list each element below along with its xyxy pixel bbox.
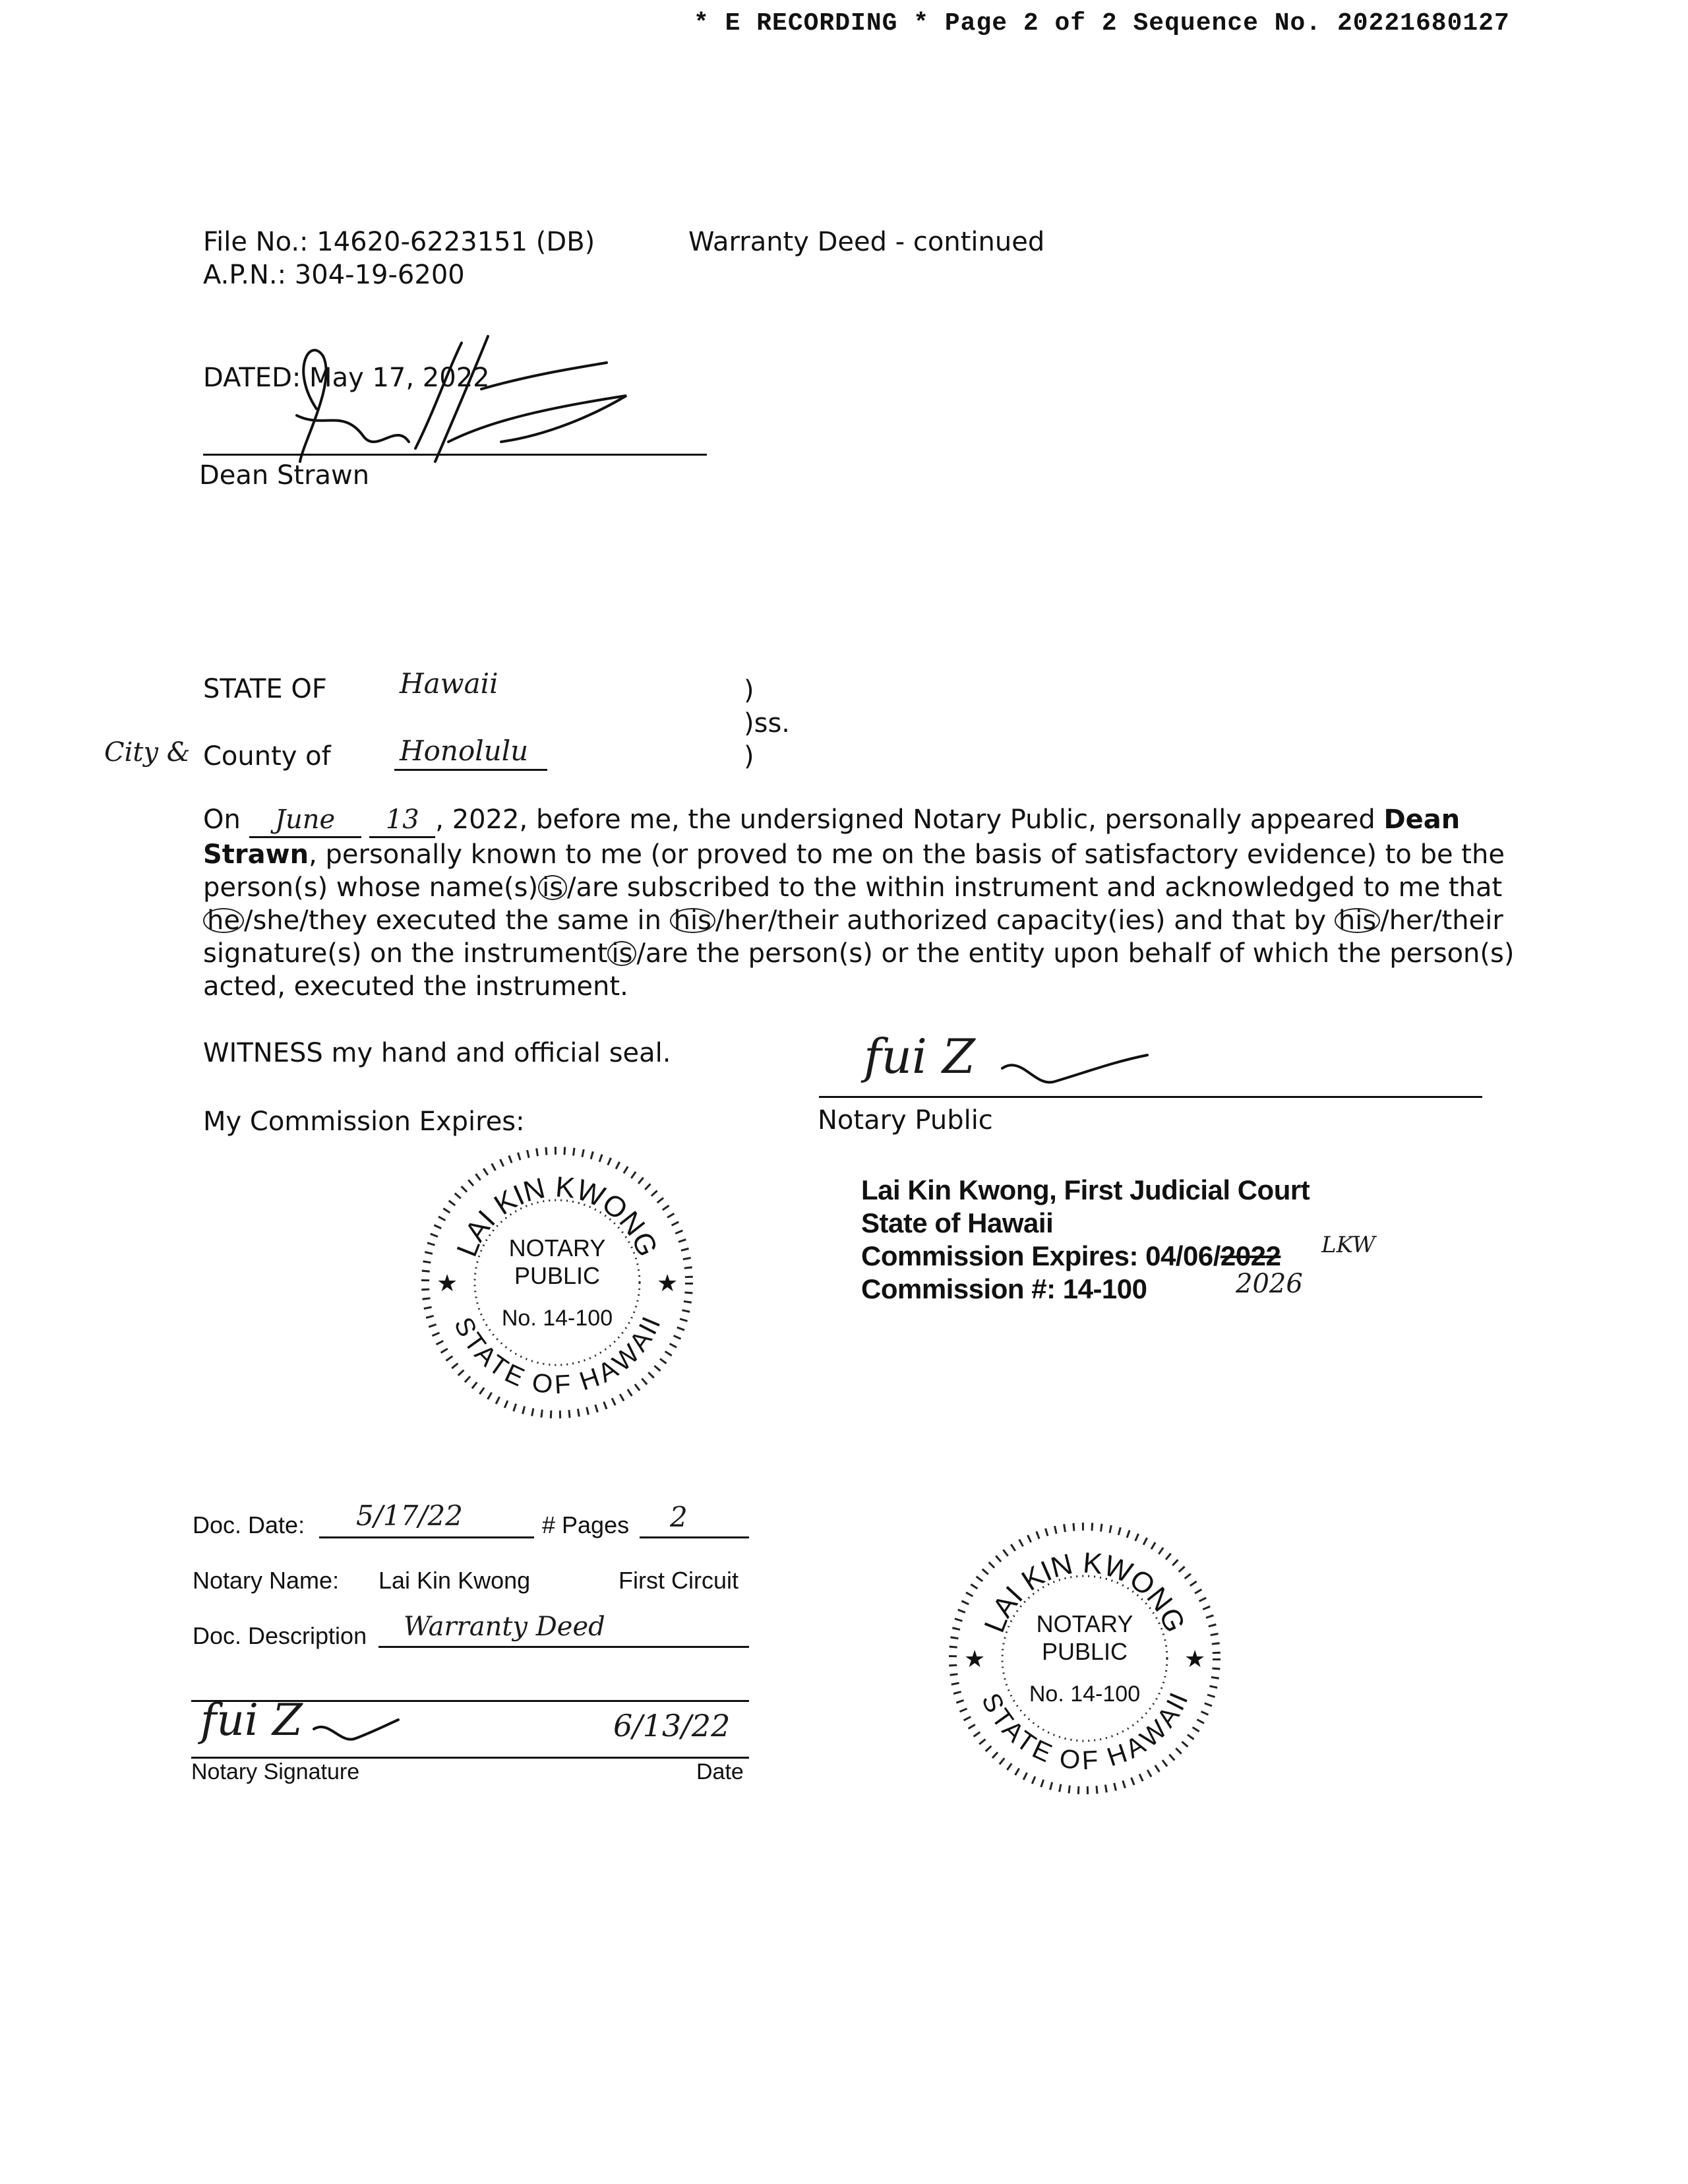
seal2-number: No. 14-100 [1029,1682,1141,1707]
venue-paren-top: ) [744,675,754,706]
seal2-star-left-icon: ★ [964,1646,986,1672]
ack-line-5-a: signature(s) on the instrument [203,938,608,969]
notary-circuit: First Circuit [618,1567,738,1594]
seal-number: No. 14-100 [501,1306,613,1331]
venue-ss: )ss. [744,708,790,739]
ack-line-4-a: /she/they executed the same in [243,905,661,936]
ack-line-4-c: /her/their [1380,905,1503,936]
seal-line-1: NOTARY [508,1234,606,1261]
recording-header: * E RECORDING * Page 2 of 2 Sequence No. 20221680127 [694,9,1510,38]
venue-paren-bottom: ) [744,741,754,772]
seal2-line-1: NOTARY [1036,1610,1133,1637]
notary-name-label: Notary Name: [193,1567,340,1594]
seal2-top-text: LAI KIN KWONG [978,1546,1191,1637]
commission-expires-label: My Commission Expires: [203,1107,525,1137]
form-signature-date: 6/13/22 [613,1708,731,1744]
ack-line-2 [203,838,1505,871]
document-title: Warranty Deed - continued [688,227,1045,257]
seal-bottom-text: STATE OF HAWAII [448,1312,667,1400]
notary-expires-year-struck: 2022 [1220,1240,1281,1271]
signer-name: Dean Strawn [199,460,370,491]
doc-date-underline [319,1536,534,1538]
on-label: On [203,804,241,835]
ack-name-last: Strawn [203,839,309,870]
state-label: STATE OF [203,674,327,704]
notary-state: State of Hawaii [861,1207,1054,1238]
notary-name-value: Lai Kin Kwong [378,1567,531,1594]
pages-underline [640,1536,749,1538]
state-value: Hawaii [400,667,498,700]
notary-expires-initials: LKW [1321,1232,1375,1258]
doc-date-value: 5/17/22 [356,1500,463,1532]
ack-line-3 [203,871,1503,904]
circled-is-1: is [538,875,567,900]
circled-his-2: his [1335,908,1380,933]
pages-value: 2 [670,1501,688,1533]
grantor-signature-line [203,454,707,456]
notary-signature-line [819,1096,1482,1098]
ack-line-6: acted, executed the instrument. [203,971,628,1002]
form-signature-line [191,1757,749,1759]
dated-line: DATED: May 17, 2022 [203,363,490,393]
ack-line-1 [203,803,1461,838]
file-number: File No.: 14620-6223151 (DB) [203,227,595,257]
acknowledgment-paragraph [203,803,1515,1003]
notary-name-court: Lai Kin Kwong, First Judicial Court [861,1174,1310,1205]
ack-line-4-b: /her/their authorized capacity(ies) and that by [715,905,1327,936]
ack-line-2-text: , personally known to me (or proved to me on the basis of satisfactory evidence) to be the [309,839,1505,870]
seal-star-right-icon: ★ [657,1270,678,1296]
ack-day: 13 [369,803,435,838]
seal-line-2: PUBLIC [514,1262,601,1289]
ack-line-5-b: /are the person(s) or the entity upon behalf of which the person(s) [636,938,1515,969]
form-notary-signature: fui Z [200,1695,303,1745]
notary-signature-label: Notary Signature [191,1759,360,1784]
circled-is-2: is [607,941,636,966]
witness-text: WITNESS my hand and official seal. [203,1038,671,1068]
notary-expires-year-handwritten: 2026 [1236,1269,1303,1299]
date-label: Date [696,1759,744,1784]
notary-expires [861,1240,1281,1273]
notary-expires-label: Commission Expires: 04/06/ [861,1240,1221,1271]
notary-signature-flourish [996,1048,1154,1101]
ack-line-3-b: /are subscribed to the within instrument and acknowledged to me that [567,872,1503,903]
notary-commission-number: Commission #: 14-100 [861,1273,1147,1304]
ack-line-3-a: person(s) whose name(s) [203,872,539,903]
seal2-line-2: PUBLIC [1041,1638,1128,1665]
doc-description-value: Warranty Deed [404,1612,605,1642]
notary-seal [409,1134,706,1431]
form-signature-flourish [310,1714,402,1754]
seal2-star-right-icon: ★ [1184,1646,1206,1672]
seal-top-text: LAI KIN KWONG [450,1170,664,1261]
notary-public-label: Notary Public [818,1105,993,1136]
ack-line-4 [203,904,1503,937]
doc-date-label: Doc. Date: [193,1511,305,1538]
seal-star-left-icon: ★ [437,1270,458,1296]
ack-line-1-text: , 2022, before me, the undersigned Notary Public, personally appeared [435,804,1375,835]
apn-number: A.P.N.: 304-19-6200 [203,260,465,290]
ack-line-5 [203,937,1515,970]
doc-description-underline [378,1646,749,1648]
ack-name-first: Dean [1383,804,1461,835]
circled-his-1: his [670,908,715,933]
venue-margin-note: City & [104,737,191,768]
notary-signature: fui Z [864,1029,975,1084]
seal2-bottom-text: STATE OF HAWAII [975,1688,1194,1776]
notary-seal-form [936,1510,1233,1807]
county-label: County of [203,741,331,772]
ack-month: June [249,803,361,838]
county-underline [394,769,547,771]
doc-description-label: Doc. Description [193,1622,367,1649]
county-value: Honolulu [400,735,529,767]
pages-label: # Pages [542,1511,630,1538]
circled-he: he [203,908,244,933]
